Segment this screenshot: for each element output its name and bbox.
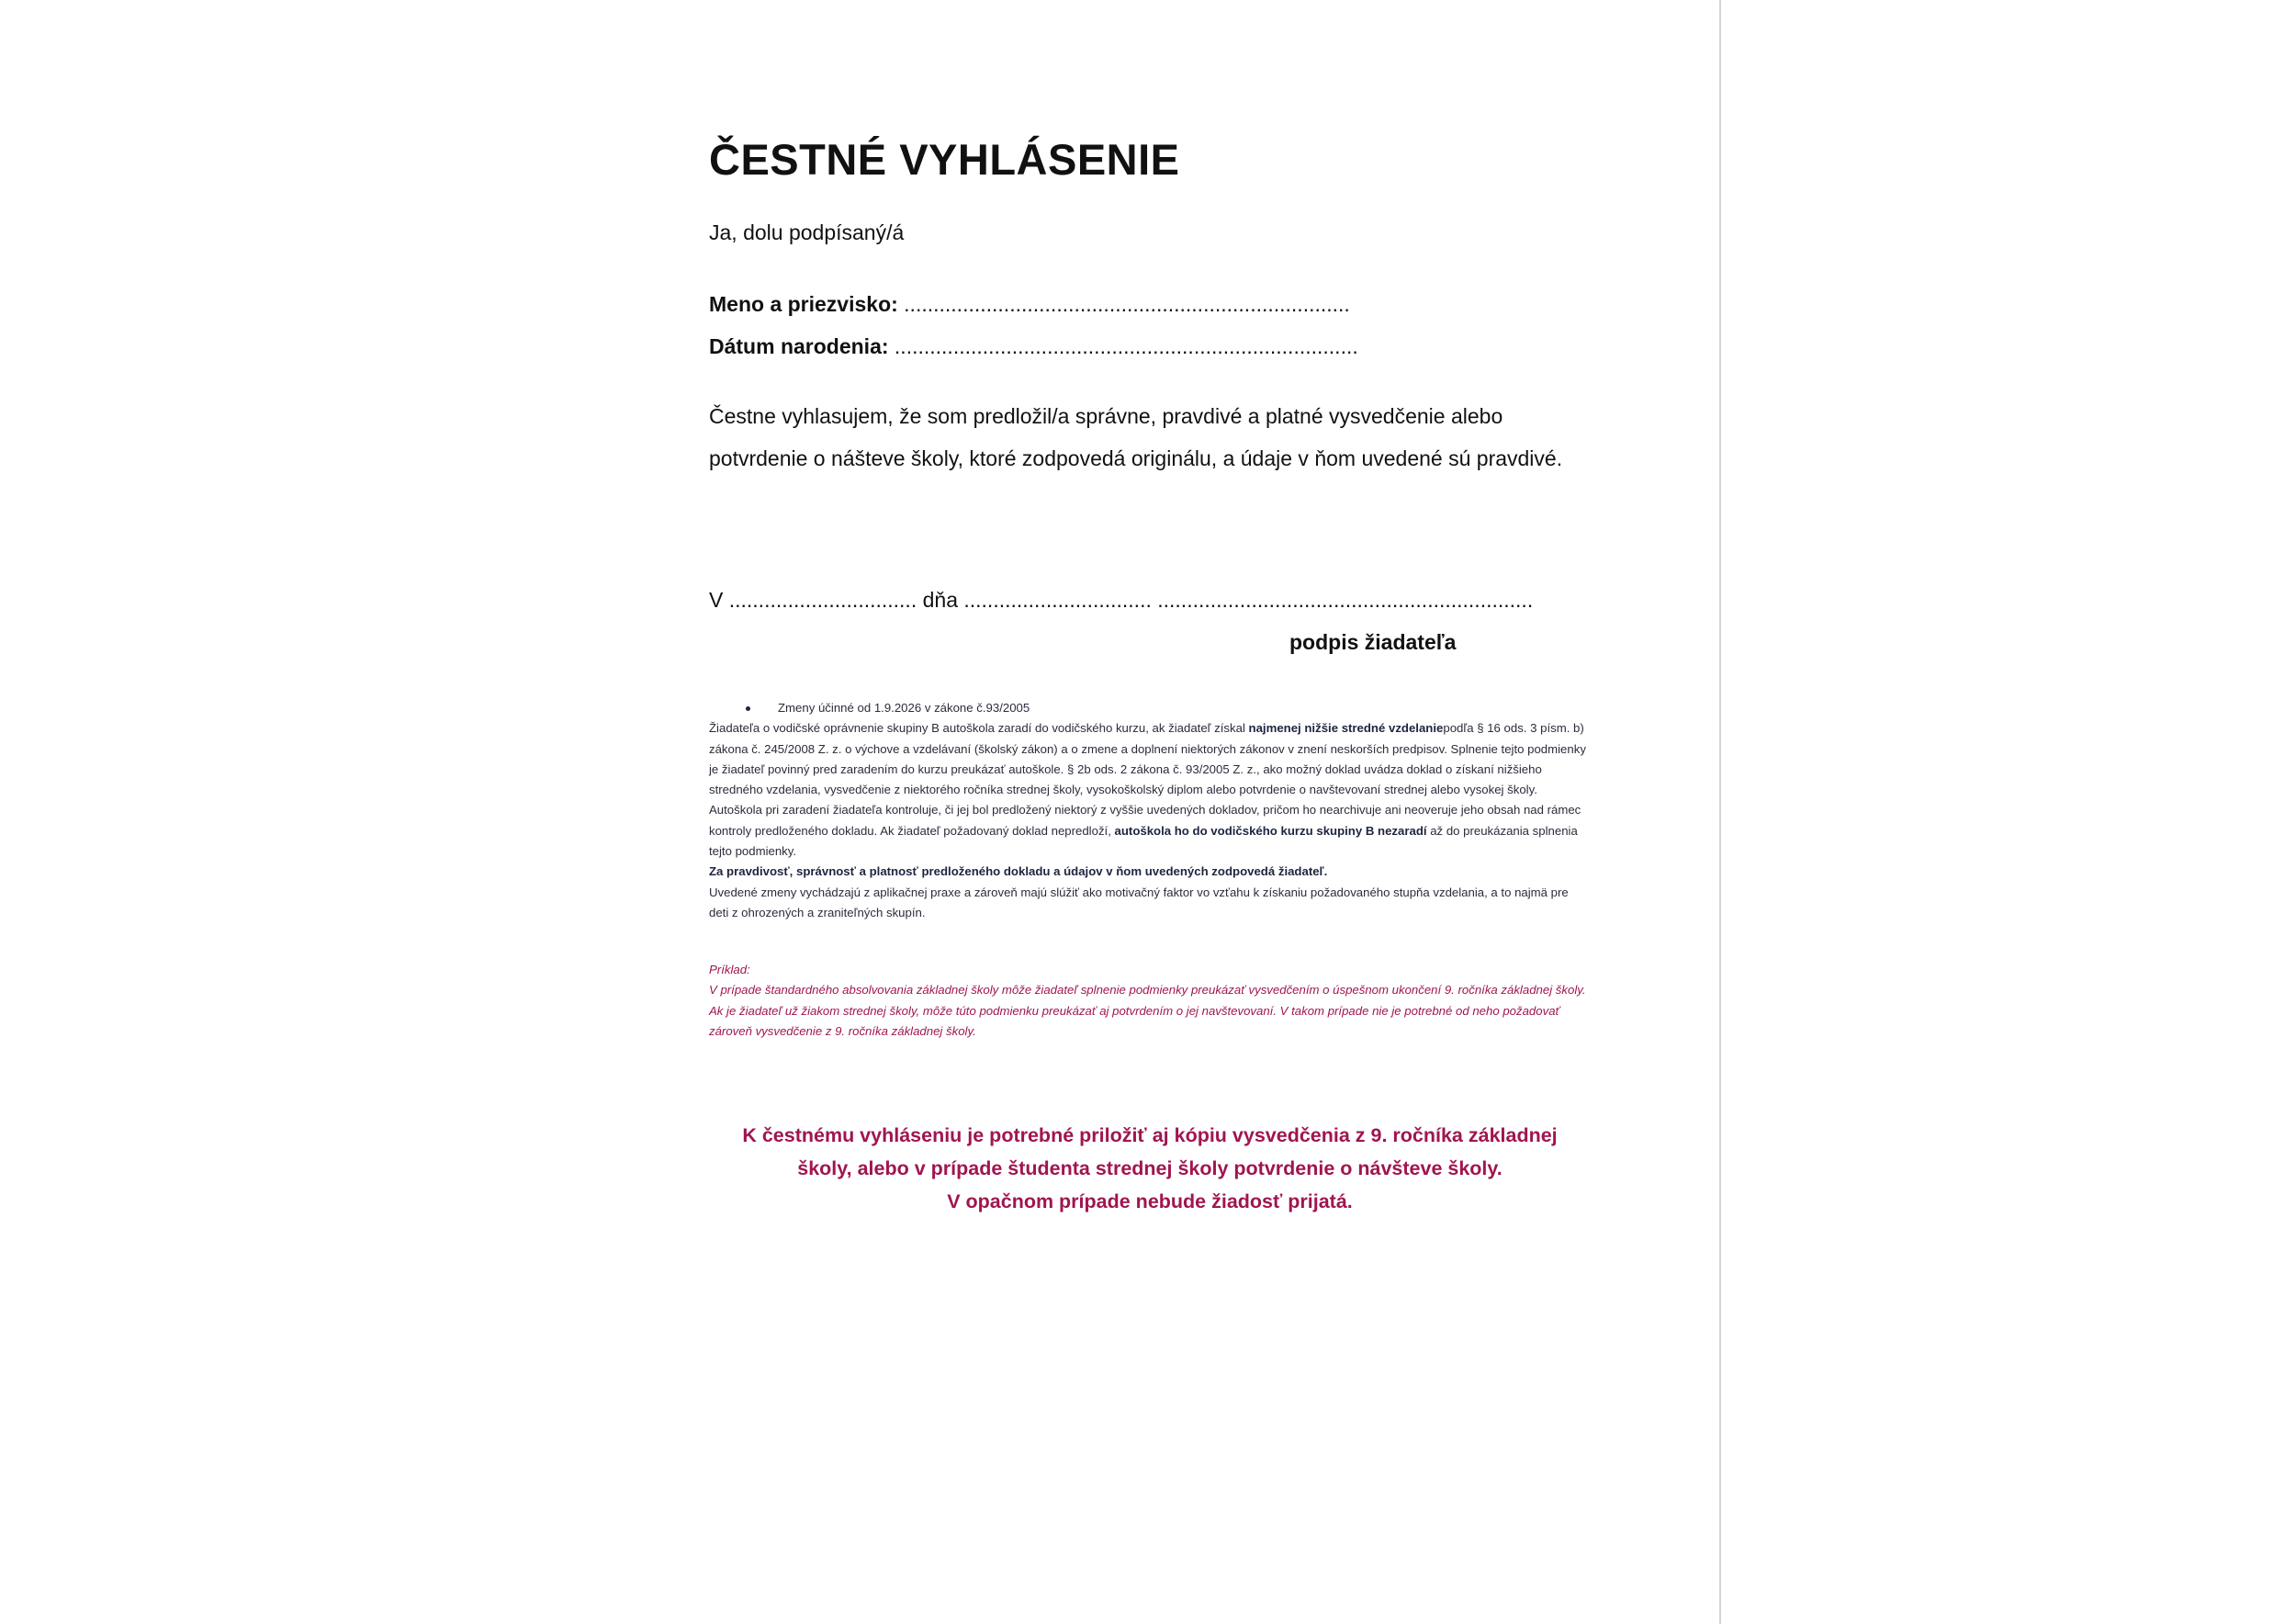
final-notice-line-3: V opačnom prípade nebude žiadosť prijatá. [947, 1190, 1353, 1212]
final-notice [709, 1119, 1591, 1218]
notes-p2-bold: autoškola ho do vodičského kurzu skupiny B nezaradí [1114, 823, 1427, 838]
notes-paragraph-3 [709, 862, 1591, 882]
declaration-line-1: Čestne vyhlasujem, že som predložil/a správne, pravdivé a platné vysvedčenie alebo [709, 404, 1503, 428]
notes-paragraph-4: Uvedené zmeny vychádzajú z aplikačnej praxe a zároveň majú slúžiť ako motivačný faktor vo vzťahu k získaniu požadovaného stupňa vzdelania, a to najmä pre deti z ohrozených a zraniteľných skupín. [709, 885, 1569, 919]
notes-p1-a: Žiadateľa o vodičské oprávnenie skupiny B autoškola zaradí do vodičského kurzu, ak žiadateľ získal [709, 721, 1249, 736]
final-notice-line-2: školy, alebo v prípade študenta strednej školy potvrdenie o návšteve školy. [797, 1157, 1503, 1179]
page-edge-divider [1719, 0, 1721, 1624]
name-field [709, 292, 1350, 317]
document-title: ČESTNÉ VYHLÁSENIE [709, 135, 1180, 184]
example-section [709, 960, 1591, 1042]
notes-paragraph-2 [709, 800, 1591, 862]
example-heading: Príklad: [709, 963, 750, 976]
notes-p3-bold: Za pravdivosť, správnosť a platnosť predloženého dokladu a údajov v ňom uvedených zodpovedá žiadateľ. [709, 864, 1328, 879]
notes-p1-bold: najmenej nižšie stredné vzdelanie [1248, 721, 1444, 736]
place-date-line: V ................................ dňa ................................ ................................................................ [709, 588, 1534, 612]
notes-paragraph-1 [709, 718, 1591, 800]
birth-date-label: Dátum narodenia: [709, 334, 889, 358]
legal-notes [709, 698, 1591, 923]
notes-p1-c: podľa § 16 ods. 3 písm. b) zákona č. 245/2008 Z. z. o výchove a vzdelávaní (školský zákon) a o zmene a doplnení niektorých zákonov v znení neskorších predpisov. Splnenie tejto podmienky je žiadateľ povinný pred zaradením do kurzu preukázať autoškole. § 2b ods. 2 zákona č. 93/2005 Z. z., ako možný doklad uvádza doklad o získaní nižšieho stredného vzdelania, vysvedčenie z niektorého ročníka strednej školy, vysokoškolský diplom alebo potvrdenie o navštevovaní strednej alebo vysokej školy. [709, 721, 1586, 797]
intro-text: Ja, dolu podpísaný/á [709, 220, 905, 244]
notes-p2-c: až do preukázania splnenia tejto podmienky. [709, 823, 1578, 859]
name-label: Meno a priezvisko: [709, 292, 898, 316]
final-notice-line-1: K čestnému vyhláseniu je potrebné priložiť aj kópiu vysvedčenia z 9. ročníka základnej [742, 1124, 1558, 1146]
birth-date-field [709, 334, 1358, 359]
notes-p2-a: Autoškola pri zaradení žiadateľa kontroluje, či jej bol predložený niektorý z vyššie uvedených dokladov, pričom ho nearchivuje ani neoveruje jeho obsah nad rámec kontroly predloženého dokladu. Ak žiadateľ požadovaný doklad nepredloží, [709, 803, 1581, 838]
notes-bullet: Zmeny účinné od 1.9.2026 v zákone č.93/2005 [709, 698, 1591, 718]
example-text: V prípade štandardného absolvovania základnej školy môže žiadateľ splnenie podmienky preukázať vysvedčením o úspešnom ukončení 9. ročníka základnej školy. Ak je žiadateľ už žiakom strednej školy, môže túto podmienku preukázať aj potvrdením o jej navštevovaní. V takom prípade nie je potrebné od neho požadovať zároveň vysvedčenie z 9. ročníka základnej školy. [709, 983, 1586, 1038]
declaration-line-2: potvrdenie o nášteve školy, ktoré zodpovedá originálu, a údaje v ňom uvedené sú pravdivé. [709, 446, 1563, 470]
name-dots: ............................................................................ [904, 292, 1350, 316]
signature-label: podpis žiadateľa [1289, 630, 1457, 654]
birth-date-dots: ............................................................................... [894, 334, 1358, 358]
